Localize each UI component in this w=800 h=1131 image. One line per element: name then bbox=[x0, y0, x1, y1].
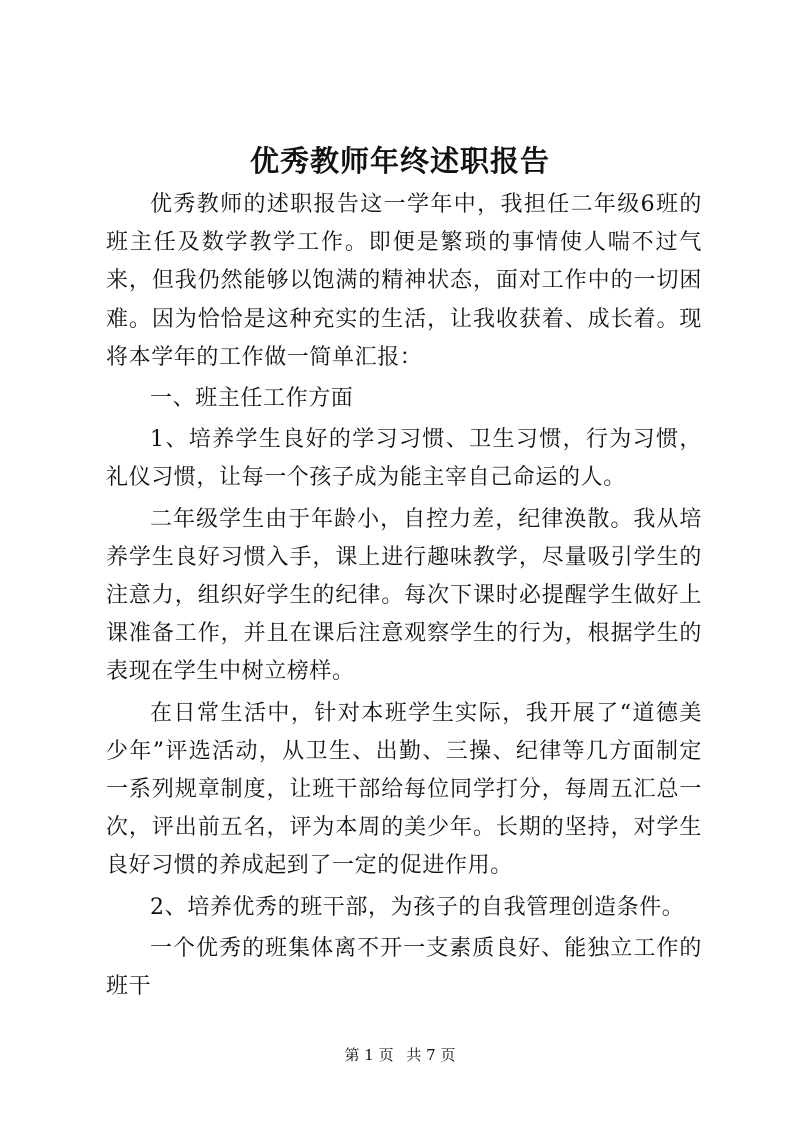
document-title: 优秀教师年终述职报告 bbox=[249, 144, 550, 178]
page-total: 共 7 页 bbox=[406, 1046, 456, 1064]
paragraph-item-2: 2、培养优秀的班干部，为孩子的自我管理创造条件。 bbox=[150, 894, 685, 920]
document-body bbox=[106, 186, 702, 1009]
page-footer bbox=[0, 1045, 800, 1065]
paragraph-intro: 优秀教师的述职报告这一学年中，我担任二年级6班的班主任及数学教学工作。即便是繁琐的事情使人喘不过气来，但我仍然能够以饱满的精神状态，面对工作中的一切困难。因为恰恰是这种充实的生活，让我收获着、成长着。现将本学年的工作做一简单汇报： bbox=[106, 192, 702, 370]
page-number: 第 1 页 bbox=[344, 1046, 394, 1064]
section-heading: 一、班主任工作方面 bbox=[150, 386, 354, 412]
paragraph-class-cadre: 一个优秀的班集体离不开一支素质良好、能独立工作的班干 bbox=[106, 935, 702, 1000]
paragraph-item-1: 1、培养学生良好的学习习惯、卫生习惯，行为习惯，礼仪习惯，让每一个孩子成为能主宰自己命运的人。 bbox=[106, 427, 702, 491]
paragraph-activity: 在日常生活中，针对本班学生实际，我开展了“道德美少年”评选活动，从卫生、出勤、三操、纪律等几方面制定一系列规章制度，让班干部给每位同学打分，每周五汇总一次，评出前五名，评为本周的美少年。长期的坚持，对学生良好习惯的养成起到了一定的促进作用。 bbox=[106, 700, 702, 879]
paragraph-discipline: 二年级学生由于年龄小，自控力差，纪律涣散。我从培养学生良好习惯入手，课上进行趣味教学，尽量吸引学生的注意力，组织好学生的纪律。每次下课时必提醒学生做好上课准备工作，并且在课后注意观察学生的行为，根据学生的表现在学生中树立榜样。 bbox=[106, 506, 702, 685]
